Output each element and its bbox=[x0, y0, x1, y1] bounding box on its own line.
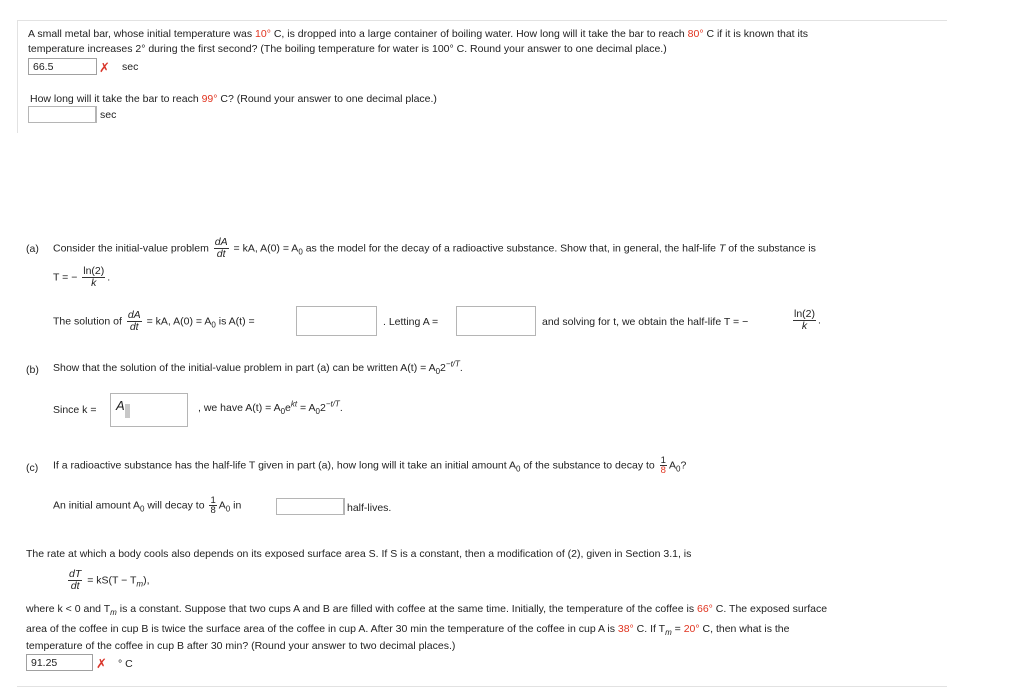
unit1-label: sec bbox=[122, 61, 139, 73]
half-life-result: $\frac{\ln(2)}{k}$ . bbox=[794, 308, 821, 332]
solving-label: and solving for t, we obtain the half-life T = − bbox=[542, 316, 749, 328]
initial-amount-text: An initial amount $A_0$ will decay to $\frac{1}{8}$ $A_0$ in bbox=[53, 495, 242, 516]
x-mark-icon: ✗ bbox=[96, 656, 107, 671]
half-lives-label: half-lives. bbox=[347, 502, 392, 514]
letting-input[interactable] bbox=[456, 306, 536, 336]
part-b-text: Show that the solution of the initial-value problem in part (a) can be written $A(t) = A_02^{-t/T}$. bbox=[53, 359, 463, 377]
part-a-text: Consider the initial-value problem $\frac{dA}{dt}$ = kA, $A(0) = A_0$ as the model for the decay of a radioactive substance. Show that, in general, the half-life T of the substance is bbox=[53, 236, 816, 260]
half-lives-input[interactable] bbox=[276, 498, 344, 515]
part-b-label: (b) bbox=[26, 364, 39, 376]
letting-label: . Letting A = bbox=[383, 316, 439, 328]
unit2-label: sec bbox=[100, 109, 117, 121]
text-cursor bbox=[125, 404, 130, 418]
q1-question2: How long will it take the bar to reach 99° C? (Round your answer to one decimal place.) bbox=[30, 93, 437, 105]
solution-input[interactable] bbox=[296, 306, 377, 336]
q3-line3: temperature of the coffee in cup B after 30 min? (Round your answer to two decimal places.) bbox=[26, 640, 456, 652]
q3-line1: where k < 0 and $T_m$ is a constant. Suppose that two cups A and B are filled with coffee at the same time. Initially, the temperature of the coffee is 66° C. The exposed surface bbox=[26, 603, 828, 618]
x-mark-icon: ✗ bbox=[99, 60, 110, 75]
part-a-label: (a) bbox=[26, 243, 39, 255]
since-k-value: A bbox=[116, 398, 125, 413]
we-have-text: , we have $A(t) = A_0e^{kt} = A_02^{-t/T}$. bbox=[198, 399, 343, 417]
since-label: Since k = bbox=[53, 404, 97, 416]
half-life-formula: T = − $\frac{\ln(2)}{k}$ . bbox=[53, 265, 111, 289]
since-k-input[interactable] bbox=[110, 393, 188, 427]
solution-line: The solution of $\frac{dA}{dt}$ = kA, $A(0) = A_0$ is A(t) = bbox=[53, 309, 255, 333]
q3-intro: The rate at which a body cools also depends on its exposed surface area S. If S is a constant, then a modification of (2), given in Section 3.1, is bbox=[26, 548, 692, 560]
q3-answer-input[interactable]: 91.25 bbox=[26, 654, 93, 671]
q3-equation: $\frac{dT}{dt}$ = $kS(T - T_m)$, bbox=[69, 568, 150, 592]
q3-unit-label: ° C bbox=[118, 658, 133, 670]
part-c-label: (c) bbox=[26, 462, 39, 474]
q3-line2: area of the coffee in cup B is twice the surface area of the coffee in cup A. After 30 min the temperature of the coffee in cup A is 38° C. If $T_m = 20^\circ$ C, then what is the bbox=[26, 623, 790, 638]
q1-line2: temperature increases 2° during the first second? (The boiling temperature for water is 100° C. Round your answer to one decimal place.) bbox=[28, 43, 667, 55]
answer1-input[interactable]: 66.5 bbox=[28, 58, 97, 75]
q1-line1: A small metal bar, whose initial temperature was 10° C, is dropped into a large container of boiling water. How long will it take the bar to reach 80° C if it is known that its bbox=[28, 28, 808, 40]
part-c-text: If a radioactive substance has the half-life T given in part (a), how long will it take an initial amount $A_0$ of the substance to decay to $\frac{1}{8}$ $A_0$? bbox=[53, 455, 687, 476]
answer2-input[interactable] bbox=[28, 106, 96, 123]
